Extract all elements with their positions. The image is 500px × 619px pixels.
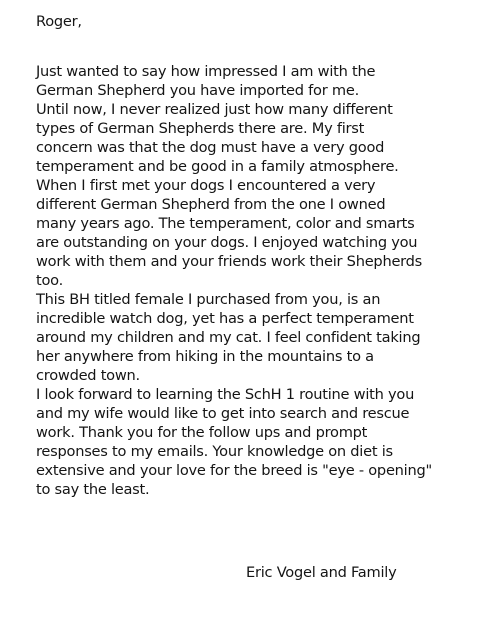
body-line: extensive and your love for the breed is "eye - opening" bbox=[36, 462, 432, 479]
body-line: her anywhere from hiking in the mountains to a bbox=[36, 348, 374, 365]
body-line: responses to my emails. Your knowledge on diet is bbox=[36, 443, 393, 460]
body-line: many years ago. The temperament, color and smarts bbox=[36, 215, 415, 232]
body-line: concern was that the dog must have a very good bbox=[36, 139, 385, 156]
body-line: work. Thank you for the follow ups and prompt bbox=[36, 424, 368, 441]
body-line: incredible watch dog, yet has a perfect temperament bbox=[36, 310, 414, 327]
body-line: crowded town. bbox=[36, 367, 140, 384]
body-line: I look forward to learning the SchH 1 routine with you bbox=[36, 386, 415, 403]
body-line: This BH titled female I purchased from you, is an bbox=[36, 291, 381, 308]
body-line: When I first met your dogs I encountered a very bbox=[36, 177, 376, 194]
body-line: too. bbox=[36, 272, 63, 289]
body-line: different German Shepherd from the one I owned bbox=[36, 196, 386, 213]
body-line: to say the least. bbox=[36, 481, 150, 498]
body-line: Until now, I never realized just how many different bbox=[36, 101, 393, 118]
body-line: types of German Shepherds there are. My first bbox=[36, 120, 365, 137]
body-line: are outstanding on your dogs. I enjoyed watching you bbox=[36, 234, 418, 251]
body-line: Just wanted to say how impressed I am with the bbox=[36, 63, 376, 80]
signature: Eric Vogel and Family bbox=[246, 564, 397, 581]
body-line: temperament and be good in a family atmosphere. bbox=[36, 158, 399, 175]
body-line: German Shepherd you have imported for me. bbox=[36, 82, 359, 99]
body-line: work with them and your friends work their Shepherds bbox=[36, 253, 423, 270]
body-line: around my children and my cat. I feel confident taking bbox=[36, 329, 421, 346]
salutation: Roger, bbox=[36, 13, 82, 30]
body-line: and my wife would like to get into search and rescue bbox=[36, 405, 410, 422]
